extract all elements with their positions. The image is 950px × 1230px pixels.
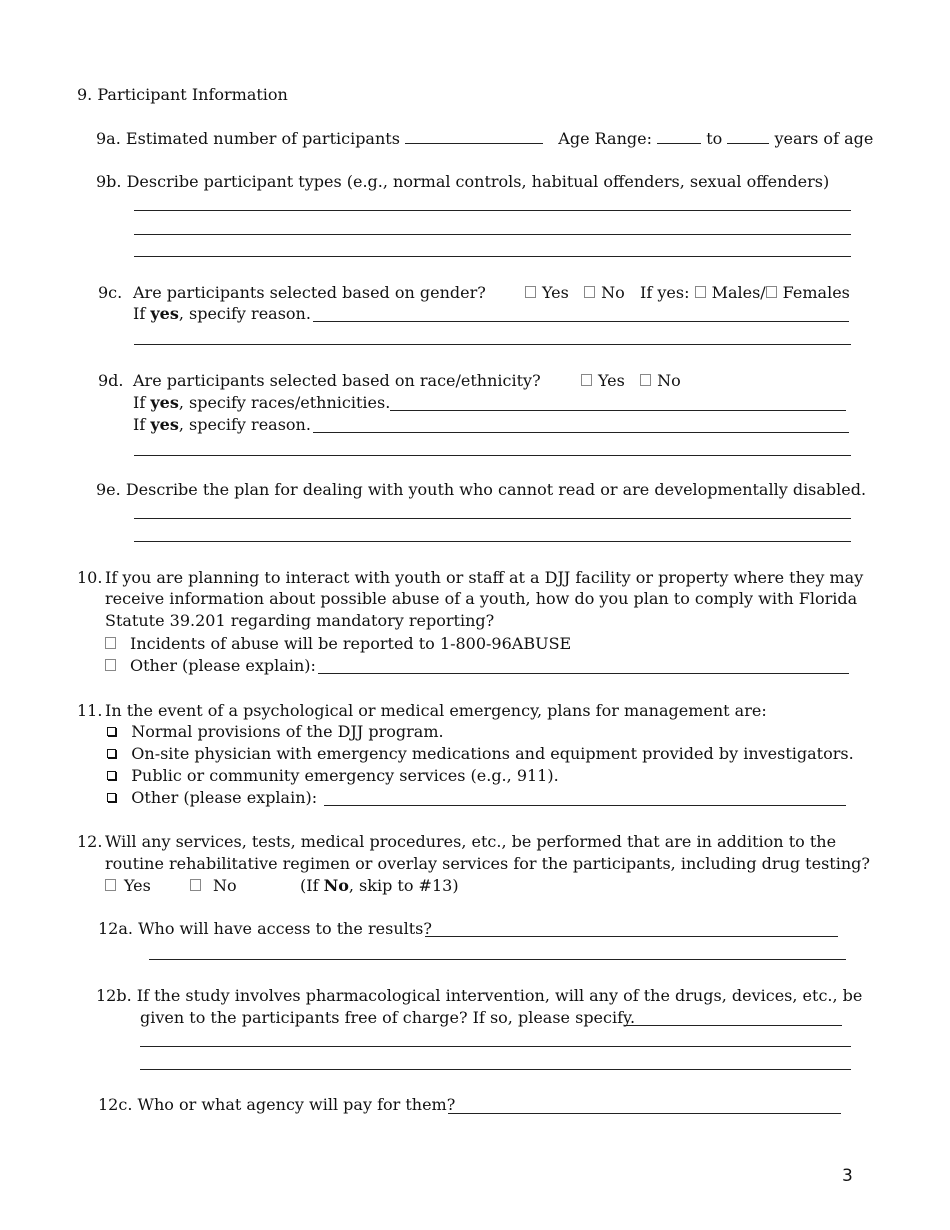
q9d-no-checkbox[interactable] — [640, 374, 651, 386]
age-years-label: years of age — [774, 129, 874, 148]
q9c-reason-text: , specify reason. — [178, 304, 311, 323]
q12a-line-2[interactable] — [149, 959, 846, 960]
q9d-reason-row — [133, 415, 311, 434]
q9c-reason-row — [133, 304, 311, 323]
age-max-field[interactable] — [727, 129, 769, 144]
section-11-other-label: Other (please explain): — [131, 788, 318, 807]
section-10-line-1: If you are planning to interact with youth or staff at a DJJ facility or property where they may — [105, 568, 864, 587]
section-11-other-field[interactable] — [324, 805, 846, 806]
q9d-number: 9d. — [98, 371, 124, 390]
abuse-hotline-checkbox[interactable] — [105, 637, 116, 649]
q9e-answer-line-1[interactable] — [134, 518, 851, 519]
q12b-line-1: 12b. If the study involves pharmacological intervention, will any of the drugs, devices, etc., be — [96, 986, 863, 1005]
q9c-no-checkbox[interactable] — [584, 286, 595, 298]
q9c-females-checkbox[interactable] — [766, 286, 777, 298]
q9d-no-label: No — [657, 371, 681, 390]
q9a-row — [96, 129, 873, 148]
skip-note-pre: (If — [300, 876, 319, 895]
section-12-no-checkbox[interactable] — [190, 879, 201, 891]
q9c-yes-label: Yes — [542, 283, 569, 302]
q12a-field[interactable] — [425, 936, 838, 937]
q12b-line-2: given to the participants free of charge? If so, please specify. — [140, 1008, 636, 1027]
q9c-number: 9c. — [98, 283, 123, 302]
section-10-other-label: Other (please explain): — [130, 656, 316, 675]
q9b-answer-line-2[interactable] — [134, 234, 851, 235]
q9d-races-text: , specify races/ethnicities. — [178, 393, 391, 412]
section-12-yes-label: Yes — [124, 876, 151, 895]
q9b-answer-line-3[interactable] — [134, 256, 851, 257]
q9c-males-label: Males/ — [711, 283, 766, 302]
public-emergency-checkbox[interactable] — [107, 771, 116, 780]
q9c-options — [525, 283, 850, 302]
page-number: 3 — [842, 1166, 853, 1186]
onsite-physician-checkbox[interactable] — [107, 749, 116, 758]
q9d-races-field[interactable] — [390, 410, 846, 411]
q12a-label: 12a. Who will have access to the results? — [98, 919, 432, 938]
q9d-question: Are participants selected based on race/ethnicity? — [133, 371, 541, 390]
q9d-yes-checkbox[interactable] — [581, 374, 592, 386]
q9e-label: 9e. Describe the plan for dealing with youth who cannot read or are developmentally disabled. — [96, 480, 867, 499]
abuse-hotline-label: Incidents of abuse will be reported to 1-800-96ABUSE — [130, 634, 572, 653]
q9d-reason-field[interactable] — [313, 432, 849, 433]
section-10-line-3: Statute 39.201 regarding mandatory reporting? — [105, 611, 495, 630]
section-11-intro: In the event of a psychological or medical emergency, plans for management are: — [105, 701, 767, 720]
section-11-option-1 — [107, 722, 444, 741]
q9d-reason-if: If — [133, 415, 146, 434]
section-10-number: 10. — [77, 568, 103, 587]
q9c-no-label: No — [601, 283, 625, 302]
q9c-reason-if: If — [133, 304, 146, 323]
q9d-reason-line-2[interactable] — [134, 455, 851, 456]
q9a-label: 9a. Estimated number of participants — [96, 129, 400, 148]
q9c-if-yes-label: If yes: — [640, 283, 690, 302]
section-12-options — [105, 876, 151, 895]
section-9-heading: 9. Participant Information — [77, 85, 288, 104]
q12c-field[interactable] — [448, 1113, 841, 1114]
section-12-skip-note — [300, 876, 459, 895]
skip-note-no: No — [323, 876, 349, 895]
section-12-yes-checkbox[interactable] — [105, 879, 116, 891]
section-11-number: 11. — [77, 701, 103, 720]
q9e-answer-line-2[interactable] — [134, 541, 851, 542]
q9d-races-yes: yes — [150, 393, 179, 412]
age-min-field[interactable] — [657, 129, 701, 144]
q9b-label: 9b. Describe participant types (e.g., normal controls, habitual offenders, sexual offenders) — [96, 172, 830, 191]
q9d-yes-label: Yes — [598, 371, 625, 390]
section-10-other-checkbox[interactable] — [105, 659, 116, 671]
age-to-label: to — [706, 129, 723, 148]
section-12-number: 12. — [77, 832, 103, 851]
q12c-label: 12c. Who or what agency will pay for them? — [98, 1095, 456, 1114]
section-11-other-checkbox[interactable] — [107, 793, 116, 802]
section-10-other-field[interactable] — [318, 673, 849, 674]
section-10-line-2: receive information about possible abuse of a youth, how do you plan to comply with Florida — [105, 589, 858, 608]
normal-provisions-label: Normal provisions of the DJJ program. — [131, 722, 444, 741]
q9c-yes-checkbox[interactable] — [525, 286, 536, 298]
section-11-option-2 — [107, 744, 854, 763]
q9d-races-if: If — [133, 393, 146, 412]
q12b-line-4[interactable] — [140, 1069, 851, 1070]
q12b-line-3[interactable] — [140, 1046, 851, 1047]
section-11-option-3 — [107, 766, 559, 785]
q9b-answer-line-1[interactable] — [134, 210, 851, 211]
age-range-label: Age Range: — [558, 129, 652, 148]
q9d-reason-yes: yes — [150, 415, 179, 434]
section-10-option-2 — [105, 656, 316, 675]
section-12-line-1: Will any services, tests, medical procedures, etc., be performed that are in addition to the — [105, 832, 837, 851]
participants-count-field[interactable] — [405, 129, 543, 144]
section-12-no-label: No — [213, 876, 237, 895]
q12b-field[interactable] — [624, 1025, 842, 1026]
q9d-races-row — [133, 393, 390, 412]
onsite-physician-label: On-site physician with emergency medications and equipment provided by investigators. — [131, 744, 854, 763]
q9c-females-label: Females — [782, 283, 850, 302]
q9d-reason-text: , specify reason. — [178, 415, 311, 434]
public-emergency-label: Public or community emergency services (e.g., 911). — [131, 766, 559, 785]
q9d-options — [581, 371, 681, 390]
normal-provisions-checkbox[interactable] — [107, 727, 116, 736]
section-12-no-option — [190, 876, 237, 895]
section-11-option-4 — [107, 788, 317, 807]
q9c-question: Are participants selected based on gender? — [133, 283, 486, 302]
q9c-reason-field[interactable] — [313, 321, 849, 322]
q9c-reason-line-2[interactable] — [134, 344, 851, 345]
skip-note-post: , skip to #13) — [348, 876, 459, 895]
q9c-males-checkbox[interactable] — [695, 286, 706, 298]
section-10-option-1 — [105, 634, 571, 653]
section-12-line-2: routine rehabilitative regimen or overlay services for the participants, including drug testing? — [105, 854, 870, 873]
q9c-reason-yes: yes — [150, 304, 179, 323]
